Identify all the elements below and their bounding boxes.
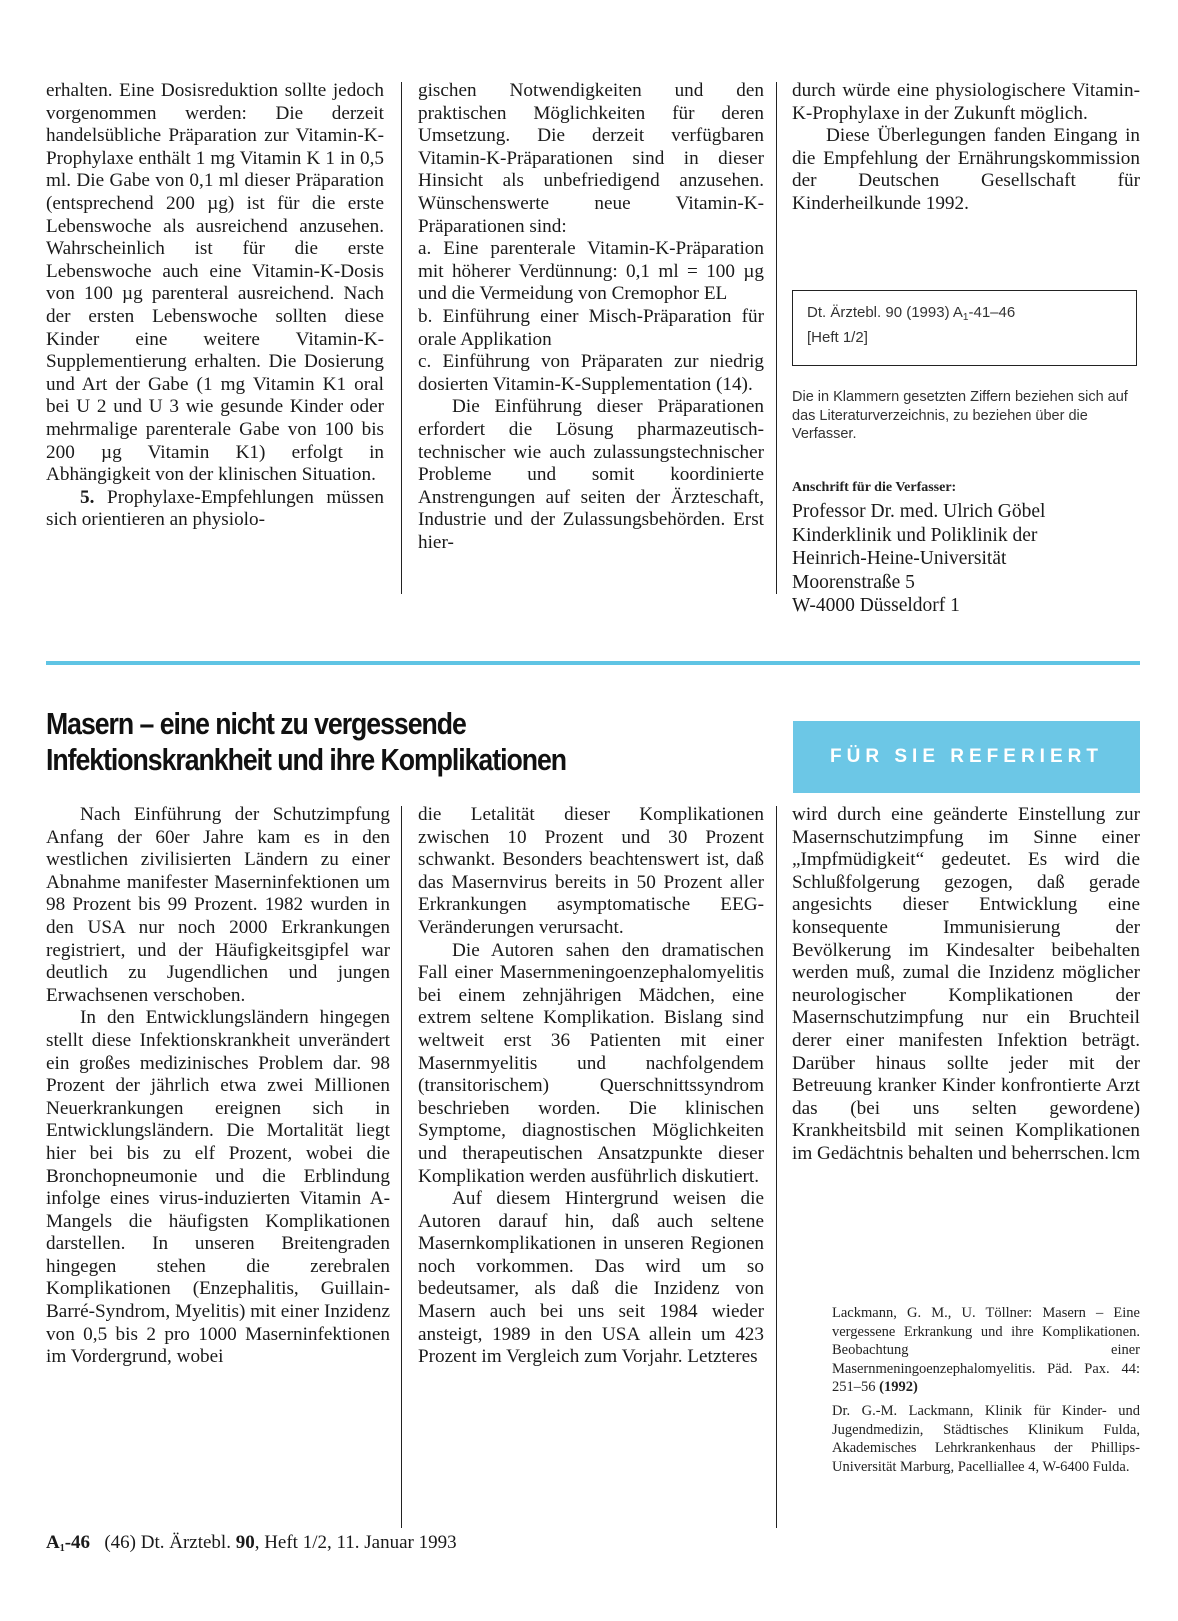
column-divider — [401, 82, 402, 594]
journal-issue: , Heft 1/2, 11. Januar 1993 — [254, 1532, 457, 1553]
address-line: Professor Dr. med. Ulrich Göbel — [792, 501, 1046, 522]
author-signature: lcm — [1111, 1142, 1140, 1164]
journal-text: (46) Dt. Ärztebl. — [104, 1532, 236, 1553]
list-item: c. Einführung von Präparaten zur niedrig dosierten Vitamin-K-Supplementation (14). — [418, 351, 764, 395]
address-line: W-4000 Düsseldorf 1 — [792, 595, 960, 616]
reference-citation — [832, 1304, 1140, 1397]
citation-box — [792, 290, 1137, 366]
body-paragraph: Die Einführung dieser Präparationen erfordert die Lösung pharmazeutisch-technischer wie auch zulassungstechnischer Probleme und somit koordinierte Anstrengungen auf seiten der Ärzteschaft, Industrie und der Zulassungsbehörden. Erst hier- — [418, 396, 764, 553]
article-column-1 — [46, 804, 390, 1369]
body-paragraph: die Letalität dieser Komplikationen zwischen 10 Prozent und 30 Prozent schwankt. Besonders beachtenswert ist, daß das Masernvirus bereits in 50 Prozent aller Erkrankungen asymptomatische EEG-Veränderungen verursacht. — [418, 804, 764, 938]
top-column-1 — [46, 80, 384, 532]
citation-text: Dt. Ärztebl. 90 (1993) A — [807, 304, 963, 321]
body-paragraph — [46, 487, 384, 532]
page-footer — [46, 1532, 457, 1554]
body-paragraph: gischen Notwendigkeiten und den praktischen Möglichkeiten für deren Umsetzung. Die derzeit verfügbaren Vitamin-K-Präparationen sind in dieser Hinsicht als unbefriedigend anzusehen. Wünschenswerte neue Vitamin-K-Präparationen sind: — [418, 80, 764, 237]
column-divider — [401, 806, 402, 1528]
section-badge: FÜR SIE REFERIERT — [793, 721, 1140, 793]
citation-subscript: 1 — [962, 312, 969, 323]
address-line: Heinrich-Heine-Universität — [792, 548, 1007, 569]
page-suffix: -46 — [64, 1532, 91, 1553]
section-divider — [46, 661, 1140, 665]
journal-volume: 90 — [235, 1532, 255, 1553]
headline-line: Infektionskrankheit und ihre Komplikationen — [46, 742, 567, 777]
top-column-2 — [418, 80, 764, 554]
page-subscript: 1 — [59, 1543, 65, 1554]
body-paragraph: Die Autoren sahen den dramatischen Fall einer Masernmeningoenzephalomyelitis bei einem zehnjährigen Mädchen, eine extrem seltene Komplikation. Bislang sind weltweit erst 36 Patienten mit einer Masernmyelitis und nachfolgendem (transitorischem) Querschnittssyndrom beschrieben worden. Die klinischen Symptome, diagnostischen Möglichkeiten und therapeutischen Ansatzpunkte dieser Komplikation werden ausführlich diskutiert. — [418, 939, 764, 1187]
reference-year: (1992) — [879, 1379, 918, 1395]
section-text: Prophylaxe-Empfehlungen müssen sich orientieren an physiolo- — [46, 486, 384, 531]
article-column-3 — [792, 804, 1140, 1166]
body-paragraph: erhalten. Eine Dosisreduktion sollte jedoch vorgenommen werden: Die derzeit handelsübliche Präparation zur Vitamin-K-Prophylaxe enthält 1 mg Vitamin K 1 in 0,5 ml. Die Gabe von 0,1 ml dieser Präparation (entsprechend 200 µg) ist für die erste Lebenswoche als ausreichend anzusehen. Wahrscheinlich ist für die erste Lebenswoche auch eine Vitamin-K-Dosis von 100 µg parenteral ausreichend. Nach der ersten Lebenswoche sollten diese Kinder eine weitere Vitamin-K-Supplementierung erhalten. Die Dosierung und Art der Gabe (1 mg Vitamin K1 oral bei U 2 und U 3 wie gesunde Kinder oder mehrmalige parenterale Gabe von 100 bis 200 µg Vitamin K1) erfolgt in Abhängigkeit von der klinischen Situation. — [46, 80, 384, 486]
body-paragraph: Auf diesem Hintergrund weisen die Autoren darauf hin, daß auch seltene Masernkomplikationen in unseren Regionen noch vorkommen. Das wird um so bedeutsamer, als daß die Inzidenz von Masern auch bei uns seit 1984 wieder ansteigt, 1989 in den USA allein um 423 Prozent im Vergleich zum Vorjahr. Letzteres — [418, 1188, 764, 1368]
body-paragraph: Diese Überlegungen fanden Eingang in die Empfehlung der Ernährungskommission der Deutschen Gesellschaft für Kinderheilkunde 1992. — [792, 125, 1140, 214]
list-item: a. Eine parenterale Vitamin-K-Präparation mit höherer Verdünnung: 0,1 ml = 100 µg und die Vermeidung von Cremophor EL — [418, 238, 764, 305]
body-paragraph: durch würde eine physiologischere Vitamin-K-Prophylaxe in der Zukunft möglich. — [792, 80, 1140, 124]
body-paragraph: In den Entwicklungsländern hingegen stellt diese Infektionskrankheit unverändert ein großes medizinisches Problem dar. 98 Prozent der jährlich etwa zwei Millionen Neuerkrankungen ereignen sich in Entwicklungsländern. Die Mortalität liegt hier bei bis zu elf Prozent, wobei die Bronchopneumonie und die Erblindung infolge eines virus-induzierten Vitamin A-Mangels die häufigsten Komplikationen darstellen. In unseren Breitengraden hingegen stehen die zerebralen Komplikationen (Enzephalitis, Guillain-Barré-Syndrom, Myelitis) mit einer Inzidenz von 0,5 bis 2 pro 1000 Maserninfektionen im Vordergrund, wobei — [46, 1007, 390, 1368]
column-divider — [776, 806, 777, 1528]
body-paragraph — [792, 804, 1140, 1166]
list-item: b. Einführung einer Misch-Präparation für orale Applikation — [418, 305, 764, 350]
body-paragraph: Nach Einführung der Schutzimpfung Anfang der 60er Jahre kam es in den westlichen zivilisierten Ländern zu einer Abnahme manifester Maserninfektionen um 98 Prozent bis 99 Prozent. 1982 wurden in den USA nur noch 2000 Erkrankungen registriert, und der Häufigkeitsgipfel war deutlich zu Jugendlichen und jungen Erwachsenen verschoben. — [46, 804, 390, 1006]
article-column-2 — [418, 804, 764, 1369]
address-heading: Anschrift für die Verfasser: — [792, 480, 957, 495]
address-line: Kinderklinik und Poliklinik der — [792, 524, 1038, 546]
section-number: 5. — [80, 486, 95, 508]
reference-author-address: Dr. G.-M. Lackmann, Klinik für Kinder- und Jugendmedizin, Städtisches Klinikum Fulda, Akademisches Lehrkrankenhaus der Phillips-Universität Marburg, Pacelliallee 4, W-6400 Fulda. — [832, 1403, 1140, 1475]
page-prefix: A — [46, 1532, 60, 1553]
headline-line: Masern – eine nicht zu vergessende — [46, 706, 466, 741]
paragraph-text: wird durch eine geänderte Einstellung zur Masernschutzimpfung im Sinne einer „Impfmüdigkeit“ gedeutet. Es wird die Schlußfolgerung gezogen, daß gerade angesichts dieser Entwicklung eine konsequente Immunisierung der Bevölkerung im Kindesalter beibehalten werden muß, zumal die Inzidenz möglicher neurologischer Komplikationen der Masernschutzimpfung nur ein Bruchteil derer einer manifesten Infektion beträgt. Darüber hinaus sollte jeder mit der Betreuung kranker Kinder konfrontierte Arzt das (bei uns selten gewordene) Krankheitsbild mit seinen Komplikationen im Gedächtnis behalten und beherrschen. — [792, 804, 1140, 1164]
address-line: Moorenstraße 5 — [792, 571, 915, 593]
top-column-3 — [792, 80, 1140, 216]
page-number — [46, 1532, 90, 1553]
reference-text: Lackmann, G. M., U. Töllner: Masern – Eine vergessene Erkrankung und ihre Komplikationen. Beobachtung einer Masernmeningoenzephalomyelitis. Päd. Pax. 44: 251–56 — [832, 1305, 1140, 1395]
citation-issue: [Heft 1/2] — [807, 329, 868, 346]
citation-line — [807, 303, 1122, 328]
references-note: Die in Klammern gesetzten Ziffern beziehen sich auf das Literaturverzeichnis, zu beziehen über die Verfasser. — [792, 389, 1128, 442]
citation-pages: -41–46 — [968, 304, 1016, 321]
author-address — [792, 500, 1140, 618]
article-headline — [46, 706, 648, 778]
column-divider — [776, 82, 777, 594]
